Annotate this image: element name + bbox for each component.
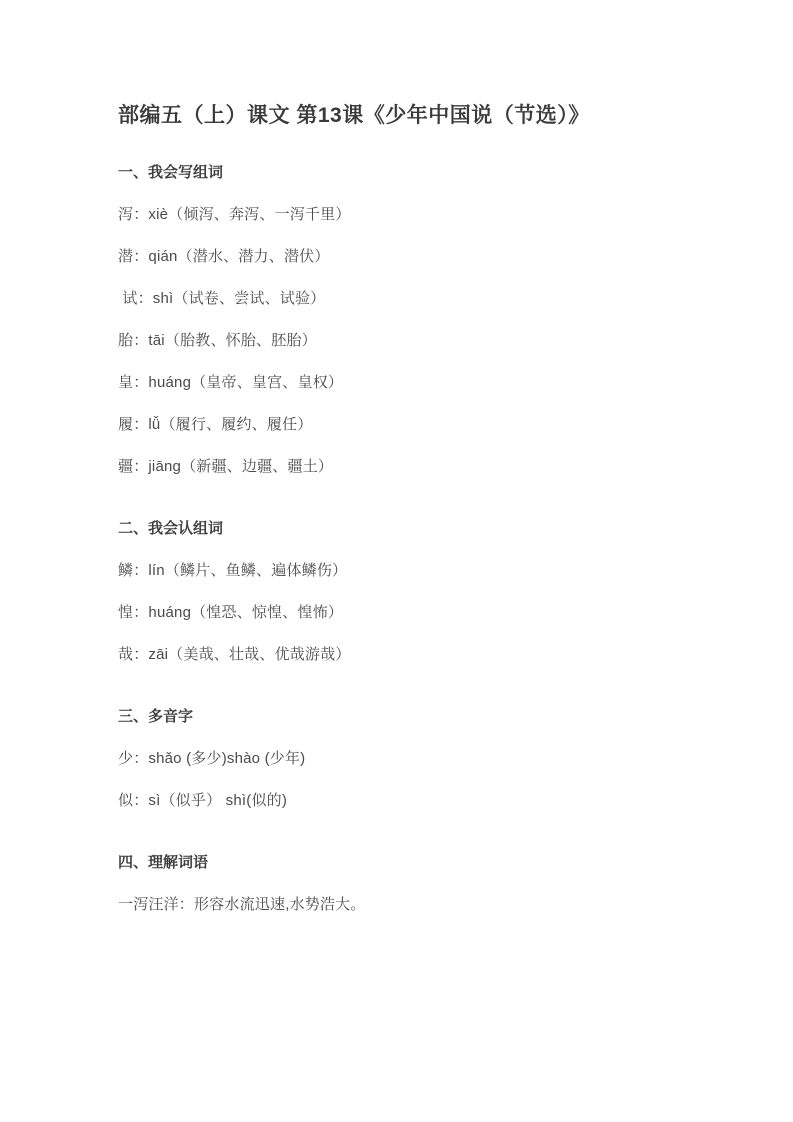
word-entry-line: 少：shǎo (多少)shào (少年): [118, 750, 306, 767]
word-entry-line: 疆：jiāng（新疆、边疆、疆土）: [118, 458, 334, 475]
word-entry-line: 似：sì（似乎） shì(似的): [118, 792, 288, 809]
section-polyphonic-characters: [118, 706, 673, 811]
word-entry-line: 哉：zāi（美哉、壮哉、优哉游哉）: [118, 646, 351, 663]
section-heading-understand-terms: 四、理解词语: [118, 854, 209, 871]
section-recognize-words: [118, 518, 673, 665]
section-understand-terms: [118, 852, 673, 915]
word-entry-line: 泻：xiè（倾泻、奔泻、一泻千里）: [118, 206, 351, 223]
word-entry-line: 胎：tāi（胎教、怀胎、胚胎）: [118, 332, 317, 349]
word-entry-line: 皇：huáng（皇帝、皇宫、皇权）: [118, 374, 344, 391]
word-entry-line: 一泻汪洋：形容水流迅速,水势浩大。: [118, 896, 366, 913]
word-entry-line: 惶：huáng（惶恐、惊惶、惶怖）: [118, 604, 344, 621]
word-entry-line: 鳞：lín（鳞片、鱼鳞、遍体鳞伤）: [118, 562, 348, 579]
section-heading-polyphonic-characters: 三、多音字: [118, 708, 194, 725]
section-write-words: [118, 162, 673, 477]
section-heading-recognize-words: 二、我会认组词: [118, 520, 224, 537]
section-heading-write-words: 一、我会写组词: [118, 164, 224, 181]
word-entry-line: 试：shì（试卷、尝试、试验）: [118, 290, 326, 307]
word-entry-line: 潜：qián（潜水、潜力、潜伏）: [118, 248, 330, 265]
word-entry-line: 履：lǚ（履行、履约、履任）: [118, 416, 313, 433]
document-title: 部编五（上）课文 第13课《少年中国说（节选）》: [118, 104, 590, 127]
